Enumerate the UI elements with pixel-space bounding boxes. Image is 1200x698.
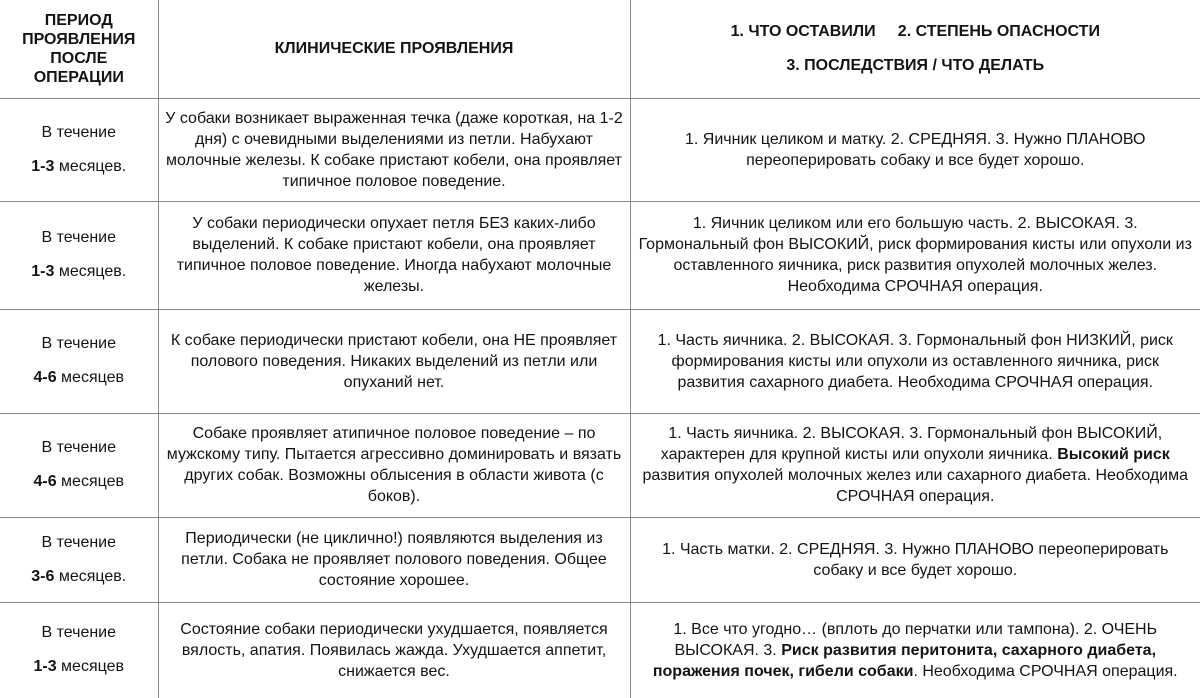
header-clinical: КЛИНИЧЕСКИЕ ПРОЯВЛЕНИЯ	[158, 0, 630, 98]
clinical-cell: Собаке проявляет атипичное половое поведение – по мужскому типу. Пытается агрессивно доминировать и вязать других собак. Возможны облысения в области живота (с боков).	[158, 413, 630, 517]
period-cell: В течение 3-6 месяцев.	[0, 517, 158, 602]
period-cell: В течение 1-3 месяцев.	[0, 201, 158, 309]
outcome-cell: 1. Часть матки. 2. СРЕДНЯЯ. 3. Нужно ПЛАНОВО переоперировать собаку и все будет хорошо.	[630, 517, 1200, 602]
header-outcome	[630, 0, 1200, 98]
table-row	[0, 201, 1200, 309]
clinical-cell: Периодически (не циклично!) появляются выделения из петли. Собака не проявляет полового поведения. Общее состояние хорошее.	[158, 517, 630, 602]
table-row	[0, 98, 1200, 201]
outcome-cell: 1. Яичник целиком и матку. 2. СРЕДНЯЯ. 3. Нужно ПЛАНОВО переоперировать собаку и все будет хорошо.	[630, 98, 1200, 201]
table-row	[0, 602, 1200, 698]
period-cell: В течение 4-6 месяцев	[0, 413, 158, 517]
header-outcome-line2: 3. ПОСЛЕДСТВИЯ / ЧТО ДЕЛАТЬ	[786, 56, 1045, 74]
outcome-cell: 1. Часть яичника. 2. ВЫСОКАЯ. 3. Гормональный фон НИЗКИЙ, риск формирования кисты или опухоли из оставленного яичника, риск развития сахарного диабета. Необходима СРОЧНАЯ операция.	[630, 309, 1200, 413]
table-row	[0, 517, 1200, 602]
header-row	[0, 0, 1200, 98]
table-row	[0, 309, 1200, 413]
outcome-cell: 1. Часть яичника. 2. ВЫСОКАЯ. 3. Гормональный фон ВЫСОКИЙ, характерен для крупной кисты или опухоли яичника. Высокий риск развития опухолей молочных желез или сахарного диабета. Необходима СРОЧНАЯ операция.	[630, 413, 1200, 517]
emphasis-text: Высокий риск	[1057, 446, 1170, 463]
clinical-cell: У собаки периодически опухает петля БЕЗ каких-либо выделений. К собаке пристают кобели, она проявляет типичное половое поведение. Иногда набухают молочные железы.	[158, 201, 630, 309]
header-outcome-line1: 1. ЧТО ОСТАВИЛИ 2. СТЕПЕНЬ ОПАСНОСТИ	[730, 22, 1100, 40]
clinical-cell: У собаки возникает выраженная течка (даже короткая, на 1-2 дня) с очевидными выделениями из петли. Набухают молочные железы. К собаке пристают кобели, она проявляет типичное половое поведение.	[158, 98, 630, 201]
clinical-cell: Состояние собаки периодически ухудшается, появляется вялость, апатия. Появилась жажда. Ухудшается аппетит, снижается вес.	[158, 602, 630, 698]
period-cell: В течение 4-6 месяцев	[0, 309, 158, 413]
table-row	[0, 413, 1200, 517]
period-cell: В течение 1-3 месяцев.	[0, 98, 158, 201]
outcome-cell: 1. Яичник целиком или его большую часть. 2. ВЫСОКАЯ. 3. Гормональный фон ВЫСОКИЙ, риск формирования кисты или опухоли из оставленного яичника, риск развития опухолей молочных желез. Необходима СРОЧНАЯ операция.	[630, 201, 1200, 309]
clinical-cell: К собаке периодически пристают кобели, она НЕ проявляет полового поведения. Никаких выделений из петли или опуханий нет.	[158, 309, 630, 413]
header-period: ПЕРИОД ПРОЯВЛЕНИЯ ПОСЛЕ ОПЕРАЦИИ	[0, 0, 158, 98]
emphasis-text: Риск развития перитонита, сахарного диабета, поражения почек, гибели собаки	[652, 641, 1157, 680]
period-cell: В течение 1-3 месяцев	[0, 602, 158, 698]
outcome-cell: 1. Все что угодно… (вплоть до перчатки или тампона). 2. ОЧЕНЬ ВЫСОКАЯ. 3. Риск развития перитонита, сахарного диабета, поражения почек, гибели собаки. Необходима СРОЧНАЯ операция.	[630, 602, 1200, 698]
